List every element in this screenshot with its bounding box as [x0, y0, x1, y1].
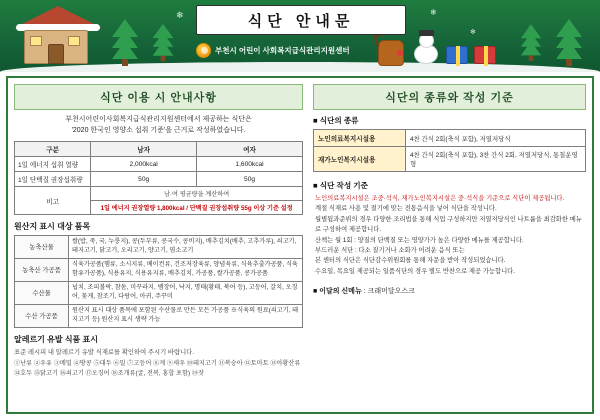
new-menu-note — [313, 286, 586, 296]
table-row — [15, 172, 303, 187]
table-note-row — [15, 187, 303, 201]
cell-value: 1,600kcal — [197, 157, 303, 172]
new-menu-label: ■ 이달의 신메뉴 — [313, 288, 362, 295]
row-category: 농축산 가공품 — [15, 258, 69, 281]
list-item: 부드러운 식단 : 다소 질기거나 소화가 어려운 음식 또는 — [315, 246, 465, 254]
origin-label-table — [14, 235, 303, 328]
table-row — [314, 130, 586, 147]
row-category: 수산 가공품 — [15, 304, 69, 327]
snowman-icon — [414, 30, 438, 64]
row-category: 수산물 — [15, 281, 69, 304]
christmas-tree-icon — [556, 19, 582, 66]
menu-type-title: ■ 식단의 종류 — [313, 115, 586, 126]
intro-line-1: 부천시어린이사회복지급식관리지원센터에서 제공하는 식단은 — [65, 116, 252, 123]
intro-line-2: '2020 한국인 영양소 섭취 기준'을 근거로 작성하였습니다. — [71, 126, 246, 134]
row-detail: 넙치, 조피볼락, 참돔, 미꾸라지, 뱀장어, 낙지, 명태(황태, 북어 등), 고등어, 갈치, 오징어, 꽃게, 참조기, 다랑어, 아귀, 주꾸미 — [69, 281, 303, 304]
sun-logo-icon — [196, 43, 211, 58]
snowflake-icon: ❄ — [120, 31, 126, 38]
allergy-note: 표준 레시피 내 알레르기 유발 식재료를 확인하여 주시기 바랍니다. — [14, 348, 194, 356]
left-column — [8, 78, 308, 412]
origin-label-title: 원산지 표시 대상 품목 — [14, 222, 91, 231]
left-section-title: 식단 이용 시 안내사항 — [14, 84, 303, 110]
type-key: 재가노인복지시설용 — [314, 147, 406, 172]
type-value: 4찬 간식 2회(축식 포함), 3찬 간식 2회, 저열저당식, 통칠운영형 — [406, 147, 586, 172]
snowflake-icon: ❄ — [430, 8, 437, 17]
row-detail: 쌀(밥, 죽, 국, 누룽지), 콩(두부류, 콩국수, 콩비지), 배추김치(배추, 고추가루), 쇠고기, 돼지고기, 닭고기, 오리고기, 양고기, 염소고기 — [69, 236, 303, 259]
list-item: 본 센터의 식단은 식단감수위원회를 통해 자문을 받아 작성되었습니다. — [315, 257, 506, 265]
col-header-1: 남자 — [91, 142, 197, 157]
gift-box-icon — [474, 46, 496, 64]
menu-rules-title: ■ 식단 작성 기준 — [313, 180, 586, 191]
gingerbread-house-icon — [10, 6, 106, 64]
table-header-row — [15, 142, 303, 157]
right-section-title: 식단의 종류와 작성 기준 — [313, 84, 586, 110]
row-detail: 원산지 표시 대상 품목에 포함된 수산물로 만든 모든 가공품 ※식육의 원료(쇠고기, 돼지고기 등) 원산지 표시 생략 가능 — [69, 304, 303, 327]
cell-label: 1일 에너지 섭취 열량 — [15, 157, 91, 172]
col-header-0: 구분 — [15, 142, 91, 157]
note-value: 남·여 평균량을 계산하여 — [91, 187, 303, 201]
allergy-item-list: ①난류 ②우유 ③메밀 ④땅콩 ⑤대두 ⑥밀 ⑦고등어 ⑧게 ⑨새우 ⑩돼지고기 ⑪복숭아 ⑫토마토 ⑬아황산류 ⑭호두 ⑮닭고기 ⑯쇠고기 ⑰오징어 ⑱조개류(굴, 전복, 홍합 포함) ⑲잣 — [14, 360, 301, 378]
col-header-2: 여자 — [197, 142, 303, 157]
organization-name: 부천시 어린이 사회복지급식관리지원센터 — [215, 45, 350, 55]
row-category: 농축산물 — [15, 236, 69, 259]
table-row — [15, 157, 303, 172]
list-item: 월별됩과준뷔의 경우 다양한 조리법을 통해 식업 구성하지만 저열저당식인 나트륨을 최감화한 메뉴로 구성하여 제공합니다. — [315, 215, 582, 234]
organization-row — [196, 41, 416, 59]
table-row — [15, 258, 303, 281]
snowflake-icon: ❄ — [176, 10, 184, 20]
gift-box-icon — [446, 46, 468, 64]
row-detail: 식육가공품(햄류, 소시지류, 베이컨류, 건조저장육류, 양념육류, 식육추출가공품, 식육함유가공품), 식용유지, 식용유지류, 배추김치, 가공품, 쌀가공품, 콩가공품 — [69, 258, 303, 281]
note-label: 비고 — [15, 187, 91, 215]
table-row — [314, 147, 586, 172]
cell-value: 50g — [91, 172, 197, 187]
energy-standard-table — [14, 141, 303, 215]
table-row — [15, 304, 303, 327]
cell-label: 1일 단백질 권장섭취량 — [15, 172, 91, 187]
menu-type-table — [313, 129, 586, 172]
christmas-tree-icon — [153, 24, 174, 62]
type-key: 노인의료복지시설용 — [314, 130, 406, 147]
list-item: 계절 식재료 사용 및 절기에 맞는 전통음식을 넣어 식단을 작성니다. — [315, 205, 497, 213]
snowflake-icon: ❄ — [470, 29, 476, 36]
cell-value: 2,000kcal — [91, 157, 197, 172]
note-red-value: 1일 에너지 권장열량 1,800kcal / 단백질 권장섭취량 55g 이상 기준 설정 — [91, 201, 303, 215]
christmas-tree-icon — [112, 19, 138, 66]
christmas-tree-icon — [521, 24, 541, 61]
list-item: 노인의료복지시설은 조중·석식, 재가노인복지시설은 중·석식을 기준으로 식단이 제공됩니다. — [315, 195, 565, 202]
cell-value: 50g — [197, 172, 303, 187]
table-row — [15, 281, 303, 304]
document-body — [6, 76, 594, 414]
type-value: 4찬 간식 2회(축식 포함), 저열저당식 — [406, 130, 586, 147]
intro-text — [14, 115, 303, 136]
page-title: 식단 안내문 — [196, 5, 406, 35]
table-row — [15, 236, 303, 259]
list-item: 수요일, 목요일 제공되는 일품식단의 경우 별도 반찬으로 제공 가능합니다. — [315, 267, 515, 275]
new-menu-value: : 크래머달오스크 — [363, 288, 415, 295]
allergy-title: 알레르기 유발 식품 표시 — [14, 334, 98, 344]
menu-rules-list — [315, 194, 586, 277]
list-item: 산책는 월 1회 : 양질의 단백질 또는 영양가가 높은 다양한 메뉴를 제공합니다. — [315, 236, 524, 244]
page-banner — [0, 0, 600, 72]
right-column — [308, 78, 592, 412]
